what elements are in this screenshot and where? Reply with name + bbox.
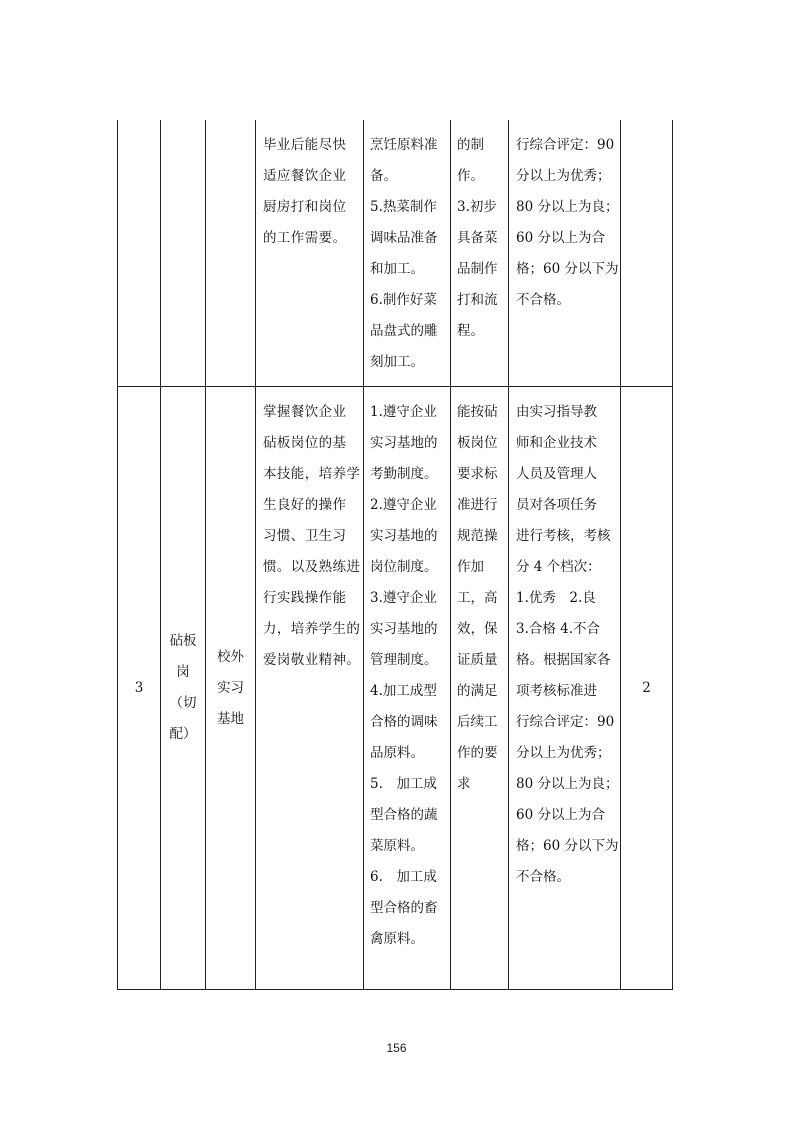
text-line: 行综合评定：90	[516, 137, 615, 153]
text-line: 考勤制度。	[370, 466, 438, 482]
text-line: 和加工。	[370, 261, 424, 277]
text-line: 的工作需要。	[263, 230, 347, 246]
text-line: 惯。以及熟练进	[263, 559, 361, 575]
text-line: 人员及管理人	[516, 466, 597, 482]
text-line: 6.制作好菜	[370, 292, 437, 308]
text-line: 60 分以上为合	[516, 230, 605, 246]
text-line: 分 4 个档次：	[516, 559, 601, 575]
text-line: 80 分以上为良；	[516, 776, 619, 792]
objective-cell	[256, 387, 364, 990]
text-line: 备。	[370, 168, 397, 184]
table-row	[118, 387, 673, 990]
text-line: 品原料。	[370, 745, 424, 761]
text-line: 板岗位	[457, 435, 498, 451]
text-line: 4.加工成型	[370, 683, 437, 699]
post-cell	[161, 387, 206, 990]
text-line: 作。	[457, 168, 484, 184]
location-cell	[206, 387, 256, 990]
credits-cell	[621, 387, 673, 990]
text-line: 品制作	[457, 261, 498, 277]
text-line: 作的要	[457, 745, 498, 761]
text-line: 员对各项任务	[516, 497, 597, 513]
text-line: 效，保	[457, 621, 498, 637]
standard-cell	[451, 120, 509, 387]
objective-cell	[256, 120, 364, 387]
text-line: 3.初步	[457, 199, 497, 215]
text-line: 3.合格 4.不合	[516, 621, 601, 637]
text-line: 型合格的畜	[370, 900, 438, 916]
page-number: 156	[386, 1041, 407, 1055]
text-line: 管理制度。	[370, 652, 438, 668]
text-line: 配）	[169, 726, 197, 742]
text-line: 60 分以上为合	[516, 807, 605, 823]
text-line: 80 分以上为良；	[516, 199, 619, 215]
text-line: 的制	[457, 137, 484, 153]
row-number-cell	[118, 387, 161, 990]
text-line: 的满足	[457, 683, 498, 699]
text-line: 证质量	[457, 652, 498, 668]
text-line: 实习基地的	[370, 621, 438, 637]
text-line: 掌握餐饮企业	[263, 404, 347, 420]
text-line: 菜原料。	[370, 838, 424, 854]
text-line: 校外	[217, 648, 244, 665]
text-line: 品盘式的雕	[370, 323, 438, 339]
text-line: 不合格。	[516, 292, 570, 308]
row-number: 3	[134, 679, 144, 696]
text-line: 由实习指导教	[516, 404, 597, 420]
text-line: 实习基地的	[370, 528, 438, 544]
text-line: 师和企业技术	[516, 435, 597, 451]
text-line: 项考核标准进	[516, 683, 597, 699]
text-line: 行综合评定：90	[516, 714, 615, 730]
text-line: 格。根据国家各	[516, 652, 611, 668]
location-cell	[206, 120, 256, 387]
text-line: 5. 加工成	[370, 776, 437, 792]
text-line: 程。	[457, 323, 484, 339]
text-line: 岗	[176, 664, 190, 680]
text-line: 求	[457, 776, 471, 792]
requirement-cell	[364, 387, 451, 990]
text-line: 调味品准备	[370, 230, 438, 246]
text-line: 型合格的蔬	[370, 807, 438, 823]
post-cell	[161, 120, 206, 387]
text-line: 砧板岗位的基	[263, 435, 347, 451]
row-number-cell	[118, 120, 161, 387]
text-line: （切	[169, 695, 197, 711]
text-line: 格；60 分以下为	[516, 261, 619, 277]
text-line: 力，培养学生的	[263, 621, 361, 637]
credits-cell	[621, 120, 673, 387]
text-line: 打和流	[457, 292, 498, 308]
text-line: 厨房打和岗位	[263, 199, 347, 215]
text-line: 本技能，培养学	[263, 466, 361, 482]
text-line: 2.遵守企业	[370, 497, 437, 513]
text-line: 生良好的操作	[263, 497, 347, 513]
text-line: 实习基地的	[370, 435, 438, 451]
text-line: 基地	[217, 710, 244, 727]
text-line: 后续工	[457, 714, 498, 730]
text-line: 5.热菜制作	[370, 199, 437, 215]
text-line: 适应餐饮企业	[263, 168, 347, 184]
text-line: 3.遵守企业	[370, 590, 437, 606]
text-line: 具备菜	[457, 230, 498, 246]
text-line: 1.优秀 2.良	[516, 590, 596, 606]
text-line: 工，高	[457, 590, 498, 606]
text-line: 不合格。	[516, 869, 570, 885]
text-line: 分以上为优秀；	[516, 745, 611, 761]
text-line: 合格的调味	[370, 714, 438, 730]
text-line: 行实践操作能	[263, 590, 347, 606]
text-line: 刻加工。	[370, 354, 424, 370]
text-line: 准进行	[457, 497, 498, 513]
training-plan-table	[117, 120, 673, 990]
credits-value: 2	[642, 679, 651, 696]
text-line: 能按砧	[457, 404, 498, 420]
text-line: 岗位制度。	[370, 559, 438, 575]
text-line: 格；60 分以下为	[516, 838, 619, 854]
text-line: 6. 加工成	[370, 869, 437, 885]
text-line: 爱岗敬业精神。	[263, 652, 361, 668]
text-line: 砧板	[169, 633, 197, 649]
text-line: 规范操	[457, 528, 498, 544]
text-line: 要求标	[457, 466, 498, 482]
assessment-cell	[509, 387, 621, 990]
text-line: 作加	[457, 559, 484, 575]
table-row	[118, 120, 673, 387]
text-line: 毕业后能尽快	[263, 137, 347, 153]
standard-cell	[451, 387, 509, 990]
text-line: 禽原料。	[370, 931, 424, 947]
text-line: 实习	[217, 679, 244, 696]
text-line: 1.遵守企业	[370, 404, 437, 420]
text-line: 习惯、卫生习	[263, 528, 347, 544]
text-line: 进行考核，考核	[516, 528, 611, 544]
text-line: 烹饪原料准	[370, 137, 438, 153]
assessment-cell	[509, 120, 621, 387]
text-line: 分以上为优秀；	[516, 168, 611, 184]
requirement-cell	[364, 120, 451, 387]
